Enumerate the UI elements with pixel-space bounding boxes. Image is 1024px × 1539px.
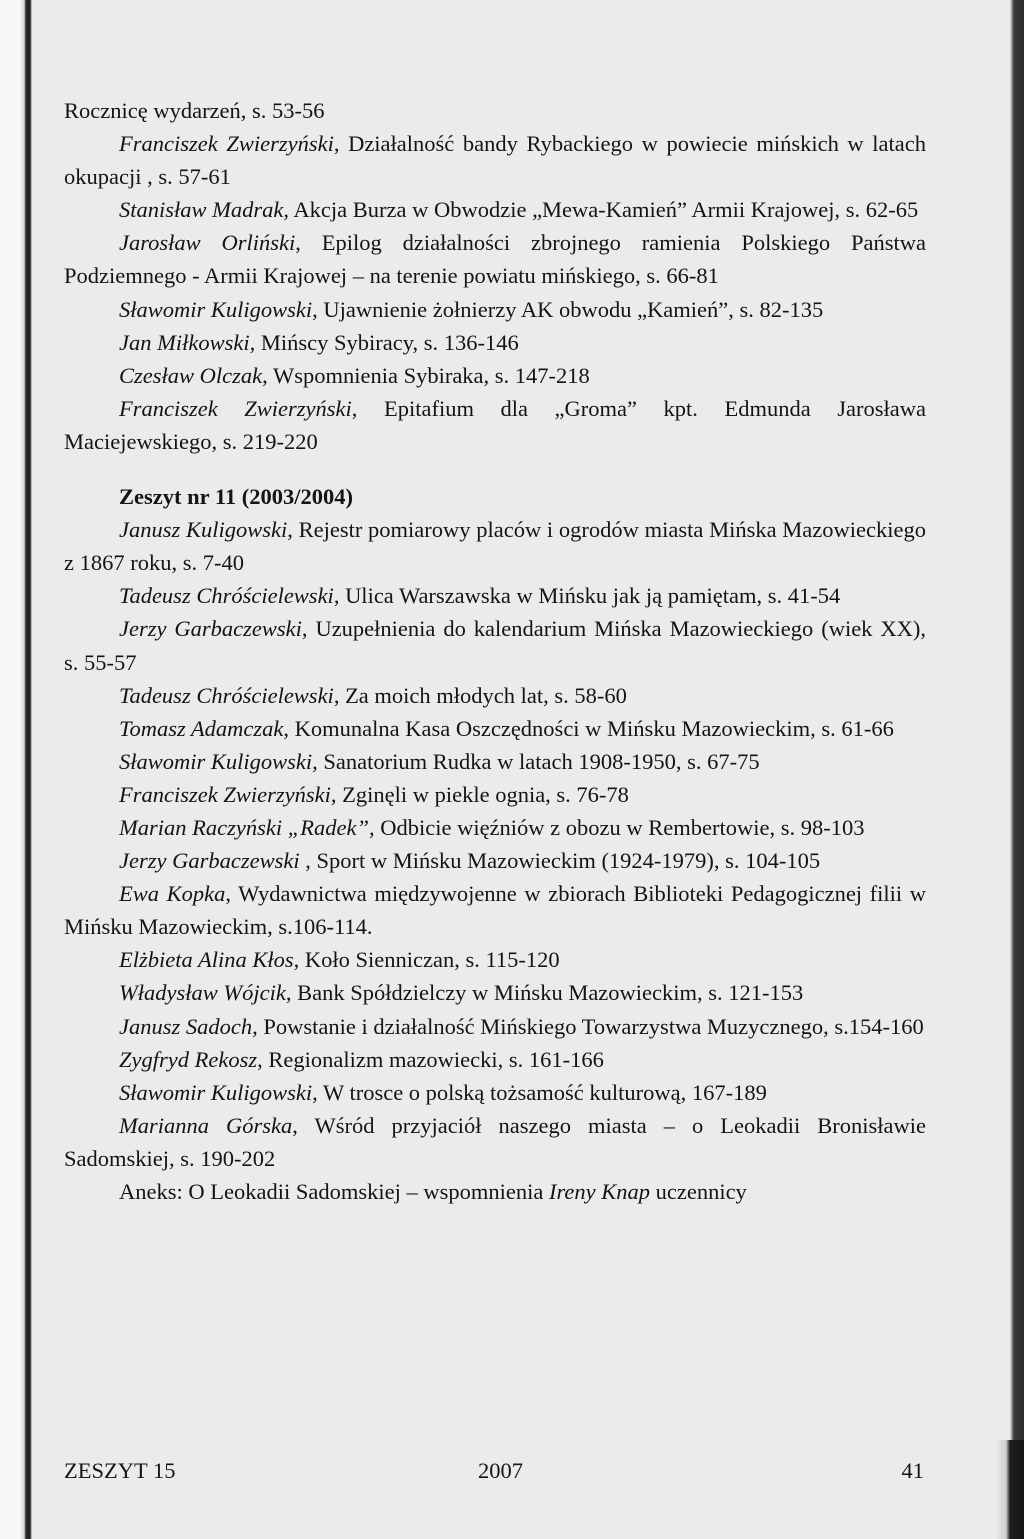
bibliography-entry: [64, 877, 926, 943]
bibliography-entry: [64, 193, 926, 226]
footer-journal: ZESZYT 15: [64, 1458, 176, 1483]
entry-author: Franciszek Zwierzyński: [119, 395, 352, 421]
entry-author: Jarosław Orliński: [119, 230, 296, 256]
entry-author: Sławomir Kuligowski: [119, 1079, 313, 1105]
entry-title: , Wydawnictwa międzywojenne w zbiorach Biblioteki Pedagogicznej filii w Mińsku Mazowieckim, s.106-114.: [64, 881, 926, 940]
entry-author: Janusz Sadoch: [119, 1013, 253, 1039]
footer-page-number: 41: [901, 1458, 924, 1483]
bibliography-entry: [64, 976, 926, 1009]
bibliography-entry: [64, 943, 926, 976]
bibliography-entry: [64, 392, 926, 458]
bibliography-entry: [64, 359, 926, 392]
page-footer: [64, 1453, 926, 1489]
bibliography-entry: [64, 226, 926, 292]
entry-author: Ewa Kopka: [119, 881, 226, 907]
entry-title: , Ujawnienie żołnierzy AK obwodu „Kamień”, s. 82-135: [312, 296, 824, 322]
bibliography-entry: [64, 811, 926, 844]
bibliography-entry: [64, 579, 926, 612]
entry-author: Franciszek Zwierzyński: [119, 781, 331, 807]
entry-author: Sławomir Kuligowski,: [119, 748, 318, 774]
entry-author: Franciszek Zwierzyński: [119, 131, 334, 157]
entries-after-section: [64, 513, 926, 1175]
bibliography-entry: [64, 1109, 926, 1175]
entry-author: Zygfryd Rekosz: [119, 1046, 258, 1072]
entry-title: , Komunalna Kasa Oszczędności w Mińsku Mazowieckim, s. 61-66: [283, 715, 894, 741]
bibliography-entry: [64, 293, 926, 326]
entry-title: , Mińscy Sybiracy, s. 136-146: [249, 329, 519, 355]
entry-title: , Epitafium dla „Groma” kpt. Edmunda Jarosława Maciejewskiego, s. 219-220: [64, 395, 926, 454]
entry-title: , Koło Sienniczan, s. 115-120: [293, 947, 560, 973]
entry-title: , Działalność bandy Rybackiego w powiecie mińskich w latach okupacji , s. 57-61: [64, 131, 926, 190]
bibliography-entry: [64, 844, 926, 877]
entry-author: Jerzy Garbaczewski: [119, 848, 300, 874]
entry-title: , Wspomnienia Sybiraka, s. 147-218: [262, 362, 590, 388]
entry-author: Władysław Wójcik: [119, 980, 286, 1006]
bibliography-entry: [64, 326, 926, 359]
bibliography-list: [64, 94, 926, 1208]
entry-author: Tadeusz Chróścielewski: [119, 583, 334, 609]
bibliography-entry: [64, 94, 926, 127]
entry-title: Akcja Burza w Obwodzie „Mewa-Kamień” Armii Krajowej, s. 62-65: [289, 197, 919, 223]
bibliography-entry: [64, 513, 926, 579]
entry-title: , Za moich młodych lat, s. 58-60: [333, 682, 627, 708]
entry-title: Sanatorium Rudka w latach 1908-1950, s. 67-75: [317, 748, 760, 774]
bibliography-entry: [64, 679, 926, 712]
footer-year: 2007: [478, 1458, 523, 1483]
entry-author: Tomasz Adamczak: [119, 715, 284, 741]
entry-title: , Sport w Mińsku Mazowieckim (1924-1979), s. 104-105: [299, 848, 821, 874]
bibliography-entry: [64, 1010, 926, 1043]
bibliography-entry: [64, 127, 926, 193]
entry-author: Stanisław Madrak,: [119, 197, 290, 223]
entry-title: , Epilog działalności zbrojnego ramienia Polskiego Państwa Podziemnego - Armii Krajowej – na terenie powiatu mińskiego, s. 66-81: [64, 230, 926, 289]
entry-author: Jerzy Garbaczewski: [119, 616, 302, 642]
entry-author: Jan Miłkowski: [119, 329, 250, 355]
entry-title: , Bank Spółdzielczy w Mińsku Mazowieckim, s. 121-153: [285, 980, 804, 1006]
entry-title: , Rejestr pomiarowy placów i ogrodów miasta Mińska Mazowieckiego z 1867 roku, s. 7-40: [64, 517, 926, 576]
bibliography-entry: [64, 612, 926, 678]
entry-title: , Odbicie więźniów z obozu w Rembertowie, s. 98-103: [368, 814, 865, 840]
entry-title: , Uzupełnienia do kalendarium Mińska Mazowieckiego (wiek XX), s. 55-57: [64, 616, 926, 675]
entry-title: , Regionalizm mazowiecki, s. 161-166: [257, 1046, 604, 1072]
entry-author: Tadeusz Chróścielewski: [119, 682, 334, 708]
entry-title: , Powstanie i działalność Mińskiego Towarzystwa Muzycznego, s.154-160: [252, 1013, 924, 1039]
entry-author: Janusz Kuligowski: [119, 517, 288, 543]
entry-author: Sławomir Kuligowski: [119, 296, 313, 322]
annex-suffix: uczennicy: [649, 1179, 747, 1204]
entry-title: , W trosce o polską tożsamość kulturową, 167-189: [312, 1079, 767, 1105]
entries-before-section: [64, 94, 926, 458]
entry-author: Marian Raczyński „Radek”: [119, 814, 369, 840]
entry-title: Rocznicę wydarzeń, s. 53-56: [64, 98, 325, 123]
annex-line: [64, 1175, 926, 1208]
entry-author: Czesław Olczak: [119, 362, 263, 388]
bibliography-entry: [64, 1076, 926, 1109]
bibliography-entry: [64, 712, 926, 745]
entry-author: Elżbieta Alina Kłos: [119, 947, 294, 973]
entry-title: , Ulica Warszawska w Mińsku jak ją pamiętam, s. 41-54: [333, 583, 841, 609]
entry-author: Marianna Górska: [119, 1112, 293, 1138]
entry-title: , Wśród przyjaciół naszego miasta – o Leokadii Bronisławie Sadomskiej, s. 190-202: [64, 1112, 927, 1171]
bibliography-entry: [64, 778, 926, 811]
bibliography-entry: [64, 1043, 926, 1076]
entry-title: , Zginęli w piekle ognia, s. 76-78: [330, 781, 629, 807]
annex-author: Ireny Knap: [548, 1179, 650, 1204]
bibliography-entry: [64, 745, 926, 778]
annex-prefix: Aneks: O Leokadii Sadomskiej – wspomnienia: [119, 1179, 549, 1204]
section-heading: Zeszyt nr 11 (2003/2004): [119, 484, 353, 510]
